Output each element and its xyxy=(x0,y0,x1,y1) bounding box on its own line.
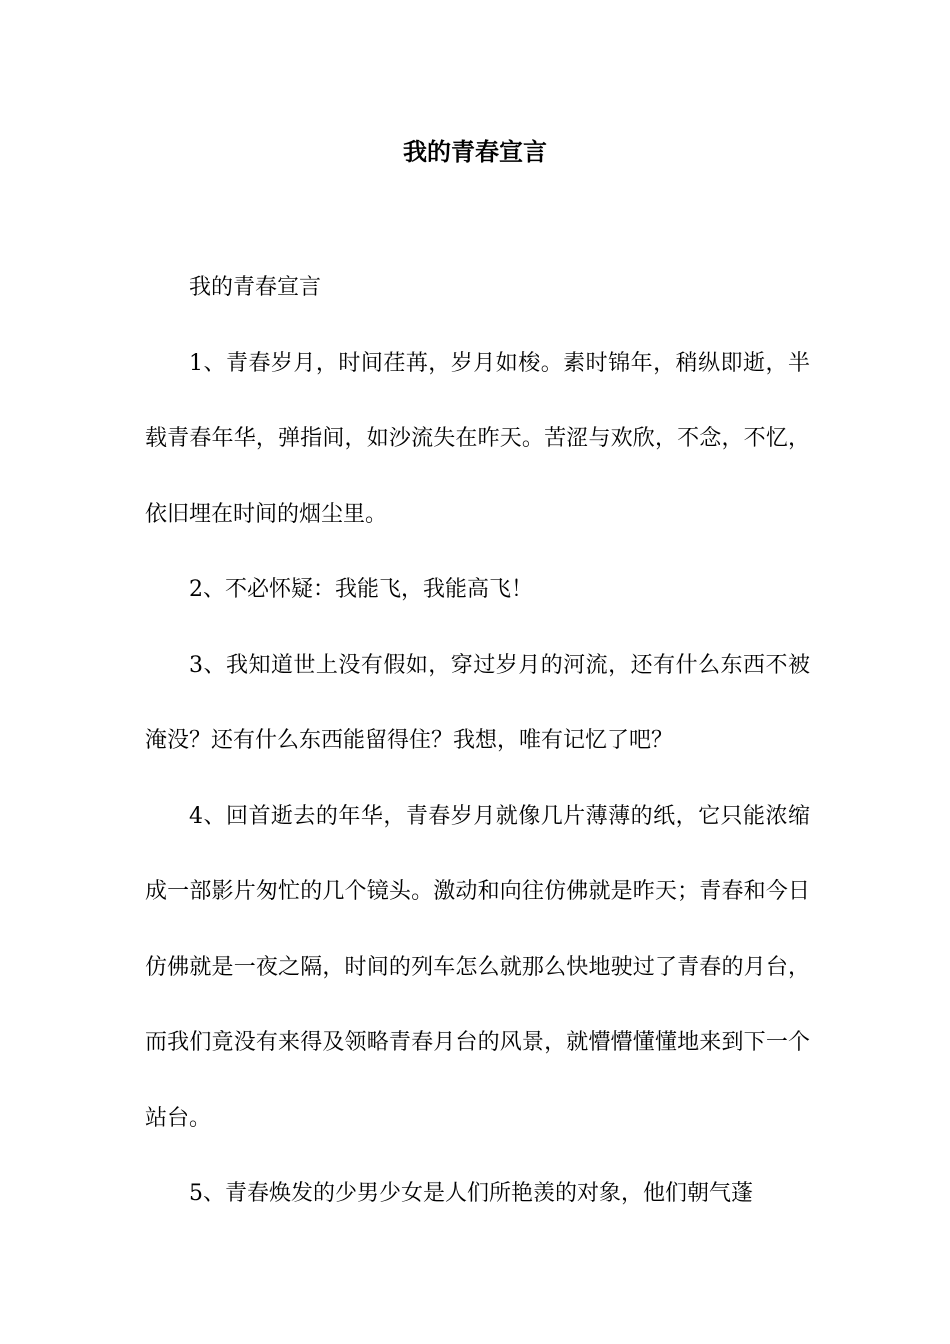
paragraph-5: 5、青春焕发的少男少女是人们所艳羡的对象，他们朝气蓬 xyxy=(189,1181,753,1206)
document-title: 我的青春宣言 xyxy=(403,137,547,166)
document-body xyxy=(145,250,810,1232)
paragraph-subtitle: 我的青春宣言 xyxy=(189,275,322,300)
paragraph-4: 4、回首逝去的年华，青春岁月就像几片薄薄的纸，它只能浓缩成一部影片匆忙的几个镜头。激动和向往仿佛就是昨天；青春和今日仿佛就是一夜之隔，时间的列车怎么就那么快地驶过了青春的月台，而我们竟没有来得及领略青春月台的风景，就懵懵懂懂地来到下一个站台。 xyxy=(145,803,810,1131)
paragraph-2: 2、不必怀疑：我能飞，我能高飞！ xyxy=(189,577,533,602)
paragraph-3: 3、我知道世上没有假如，穿过岁月的河流，还有什么东西不被淹没？还有什么东西能留得住？我想，唯有记忆了吧？ xyxy=(145,652,810,753)
paragraph-1: 1、青春岁月，时间荏苒，岁月如梭。素时锦年，稍纵即逝，半载青春年华，弹指间，如沙流失在昨天。苦涩与欢欣，不念，不忆，依旧埋在时间的烟尘里。 xyxy=(145,350,810,527)
